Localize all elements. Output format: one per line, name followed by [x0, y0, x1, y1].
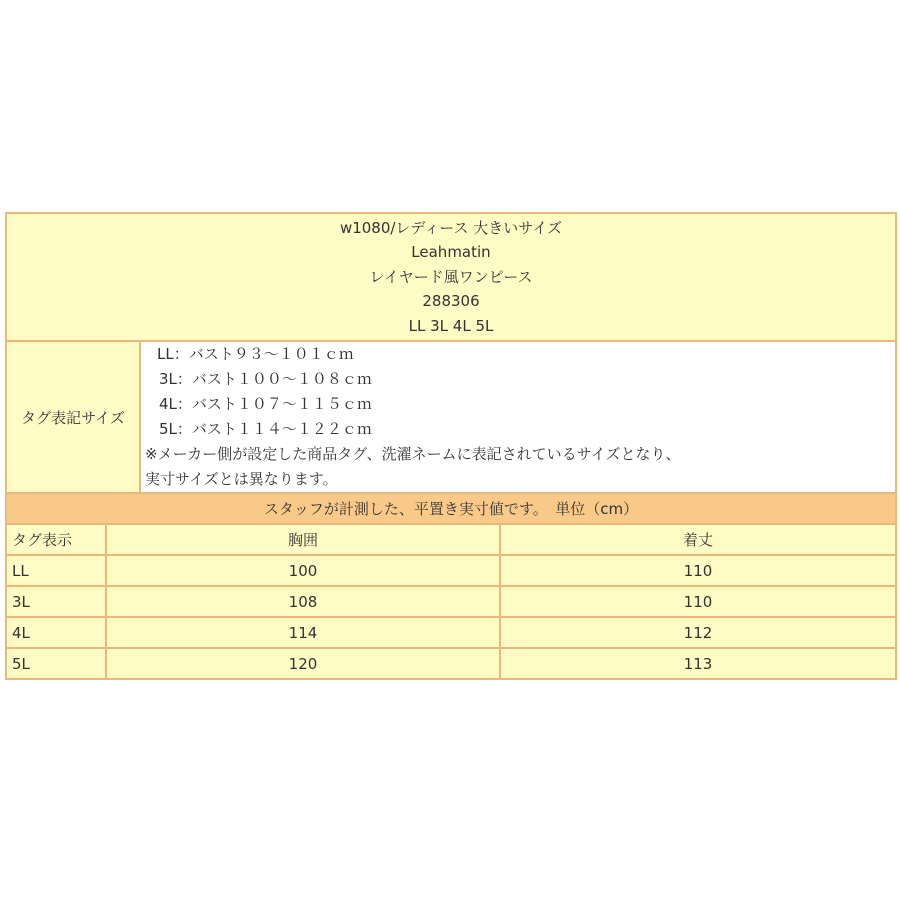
product-code-line: w1080/レディース 大きいサイズ: [339, 218, 563, 237]
tag-size-4l: 4L：バスト１０７～１１５ｃｍ: [159, 395, 372, 413]
tag-size-row: [6, 341, 896, 493]
brand-name: Leahmatin: [411, 243, 491, 262]
row-length: 110: [500, 586, 896, 617]
column-header-bust: 胸囲: [106, 524, 500, 555]
row-size: LL: [6, 555, 106, 586]
measurement-caption-row: [6, 493, 896, 524]
row-length: 113: [500, 648, 896, 679]
size-table: [5, 212, 897, 680]
measurement-caption: スタッフが計測した、平置き実寸値です。 単位（cm）: [6, 493, 896, 524]
product-name: レイヤード風ワンピース: [369, 267, 533, 286]
size-list: LL 3L 4L 5L: [408, 316, 494, 335]
product-number: 288306: [422, 292, 480, 311]
tag-size-details: [140, 341, 896, 493]
tag-size-note-2: 実寸サイズとは異なります。: [145, 470, 338, 488]
row-bust: 114: [106, 617, 500, 648]
row-length: 112: [500, 617, 896, 648]
table-row: [6, 617, 896, 648]
table-row: [6, 555, 896, 586]
measurement-header-row: [6, 524, 896, 555]
table-row: [6, 648, 896, 679]
tag-size-label: タグ表記サイズ: [6, 341, 140, 493]
column-header-tag: タグ表示: [6, 524, 106, 555]
row-size: 5L: [6, 648, 106, 679]
product-header: [6, 213, 896, 341]
product-header-row: [6, 213, 896, 341]
tag-size-note-1: ※メーカー側が設定した商品タグ、洗濯ネームに表記されているサイズとなり、: [145, 445, 681, 463]
row-bust: 120: [106, 648, 500, 679]
row-bust: 108: [106, 586, 500, 617]
table-row: [6, 586, 896, 617]
tag-size-3l: 3L：バスト１００～１０８ｃｍ: [159, 370, 372, 388]
size-chart: [5, 212, 895, 680]
tag-size-ll: LL：バスト９３～１０１ｃｍ: [157, 345, 354, 363]
column-header-length: 着丈: [500, 524, 896, 555]
tag-size-5l: 5L：バスト１１４～１２２ｃｍ: [159, 420, 372, 438]
row-bust: 100: [106, 555, 500, 586]
row-size: 4L: [6, 617, 106, 648]
row-length: 110: [500, 555, 896, 586]
row-size: 3L: [6, 586, 106, 617]
